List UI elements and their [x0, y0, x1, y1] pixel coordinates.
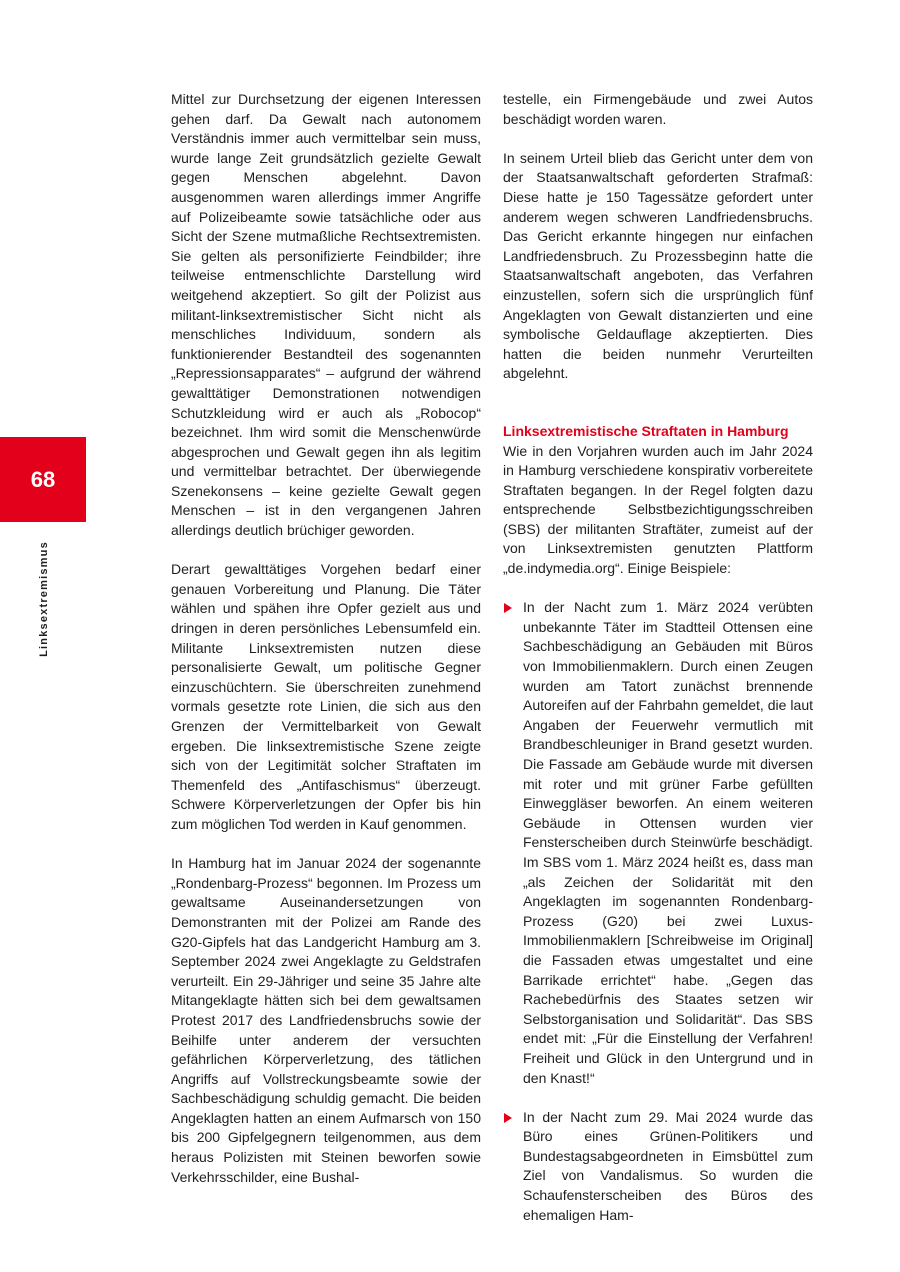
intro-paragraph: Wie in den Vorjahren wurden auch im Jahr 2024 in Hamburg verschiedene konspirativ vorbereitete Straftaten begangen. In der Regel folgten dazu entsprechende Selbstbezichtigungsschreiben (SBS) der militanten Straftäter, zumeist auf der von Linksextremisten genutzten Plattform „de.indymedia.org“. Einige Beispiele:: [503, 442, 813, 577]
list-item-text: In der Nacht zum 1. März 2024 verübten unbekannte Täter im Stadtteil Ottensen eine Sachbeschädigung an Gebäuden mit Büros von Immobilienmaklern. Durch einen Zeugen wurden am Tatort zunächst brennende Autoreifen auf der Fahrbahn gemeldet, die laut Angaben der Feuerwehr vermutlich mit Brandbeschleuniger in Brand gesetzt wurden. Die Fassade am Gebäude wurde mit diversen mit roter und mit grüner Farbe gefüllten Einweggläser beworfen. An einem weiteren Gebäude in Ottensen wurden vier Fensterscheiben durch Steinwürfe beschädigt. Im SBS vom 1. März 2024 heißt es, dass man „als Zeichen der Solidarität mit den Angeklagten im sogenannten Rondenbarg-Prozess (G20) bei zwei Luxus-Immobilienmaklern [Schreibweise im Original] die Fassaden etwas umgestaltet und eine Barrikade errichtet“ habe. „Gegen das Rachebedürfnis des Staates setzen wir Selbstorganisation und Solidarität“. Das SBS endet mit: „Für die Einstellung der Verfahren! Freiheit und Glück in den Untergrund und in den Knast!“: [523, 599, 813, 1086]
left-column: [171, 90, 481, 1187]
section-heading: Linksextremistische Straftaten in Hamburg: [503, 422, 789, 439]
body-paragraph: testelle, ein Firmengebäude und zwei Autos beschädigt worden waren.: [503, 91, 813, 127]
right-column: [503, 90, 813, 1225]
section-side-label: [35, 540, 53, 658]
body-paragraph: Mittel zur Durchsetzung der eigenen Interessen gehen darf. Da Gewalt nach autonomem Verständnis immer auch vermittelbar sein muss, wurde lange Zeit grundsätzlich gezielte Gewalt gegen Menschen abgelehnt. Davon ausgenommen waren allerdings immer Angriffe auf Polizeibeamte sowie tatsächliche oder aus Sicht der Szene mutmaßliche Rechtsextremisten. Sie gelten als personifizierte Feindbilder; ihre teilweise entmenschlichte Darstellung wird weitgehend akzeptiert. So gilt der Polizist aus militant-linksextremistischer Sicht nicht als menschliches Individuum, sondern als funktionierender Bestandteil des sogenannten „Repressionsapparates“ – aufgrund der während gewalttätiger Demonstrationen notwendigen Schutzkleidung wird er auch als „Robocop“ bezeichnet. Ihm wird somit die Menschenwürde abgesprochen und Gewalt gegen ihn als legitim und vermittelbar betrachtet. Der überwiegende Szenekonsens – keine gezielte Gewalt gegen Menschen – ist in den vergangenen Jahren allerdings deutlich brüchiger geworden.: [171, 91, 481, 539]
list-item: [503, 1108, 813, 1226]
body-paragraph: In seinem Urteil blieb das Gericht unter dem von der Staatsanwaltschaft geforderten Strafmaß: Diese hatte je 150 Tagessätze gefordert unter anderem wegen schweren Landfriedensbruchs. Das Gericht erkannte hingegen nur einfachen Landfriedensbruch. Zu Prozessbeginn hatte die Staatsanwaltschaft angeboten, das Verfahren einzustellen, sofern sich die ursprünglich fünf Angeklagten von Gewalt distanzierten und eine symbolische Geldauflage akzeptierten. Dies hatten die beiden nunmehr Verurteilten abgelehnt.: [503, 149, 813, 382]
section-label: Linksextremismus: [38, 541, 50, 657]
page-number: 68: [30, 466, 56, 492]
list-item: [503, 598, 813, 1088]
list-item-text: In der Nacht zum 29. Mai 2024 wurde das Büro eines Grünen-Politikers und Bundestagsabgeordneten in Eimsbüttel zum Ziel von Vandalismus. So wurden die Schaufensterscheiben des Büros des ehemaligen Ham-: [523, 1108, 813, 1223]
page-number-tab: [0, 437, 86, 522]
triangle-bullet-icon: [504, 603, 512, 613]
body-paragraph: In Hamburg hat im Januar 2024 der sogenannte „Rondenbarg-Prozess“ begonnen. Im Prozess um gewaltsame Auseinandersetzungen von Demonstranten mit der Polizei am Rande des G20-Gipfels hat das Landgericht Hamburg am 3. September 2024 zwei Angeklagte zu Geldstrafen verurteilt. Ein 29-Jähriger und seine 35 Jahre alte Mitangeklagte hätten sich bei dem gewaltsamen Protest 2017 des Landfriedensbruchs sowie der Beihilfe unter anderem der versuchten gefährlichen Körperverletzung, des tätlichen Angriffs auf Vollstreckungsbeamte sowie der Sachbeschädigung schuldig gemacht. Die beiden Angeklagten hatten an einem Aufmarsch von 150 bis 200 Gipfelgegnern teilgenommen, aus dem heraus Polizisten mit Steinen beworfen sowie Verkehrsschilder, eine Bushal-: [171, 855, 481, 1185]
triangle-bullet-icon: [504, 1113, 512, 1123]
example-list: [503, 598, 813, 1225]
body-paragraph: Derart gewalttätiges Vorgehen bedarf einer genauen Vorbereitung und Planung. Die Täter wählen und spähen ihre Opfer gezielt aus und dringen in deren persönliches Lebensumfeld ein. Militante Linksextremisten nutzen diese personalisierte Gewalt, um politische Gegner einzuschüchtern. Sie überschreiten zunehmend vormals gesetzte rote Linien, die sich aus den Grenzen der Vermittelbarkeit von Gewalt ergeben. Die linksextremistische Szene zeigte sich von der Legitimität solcher Straftaten im Themenfeld des „Antifaschismus“ überzeugt. Schwere Körperverletzungen der Opfer bis hin zum möglichen Tod werden in Kauf genommen.: [171, 561, 481, 832]
